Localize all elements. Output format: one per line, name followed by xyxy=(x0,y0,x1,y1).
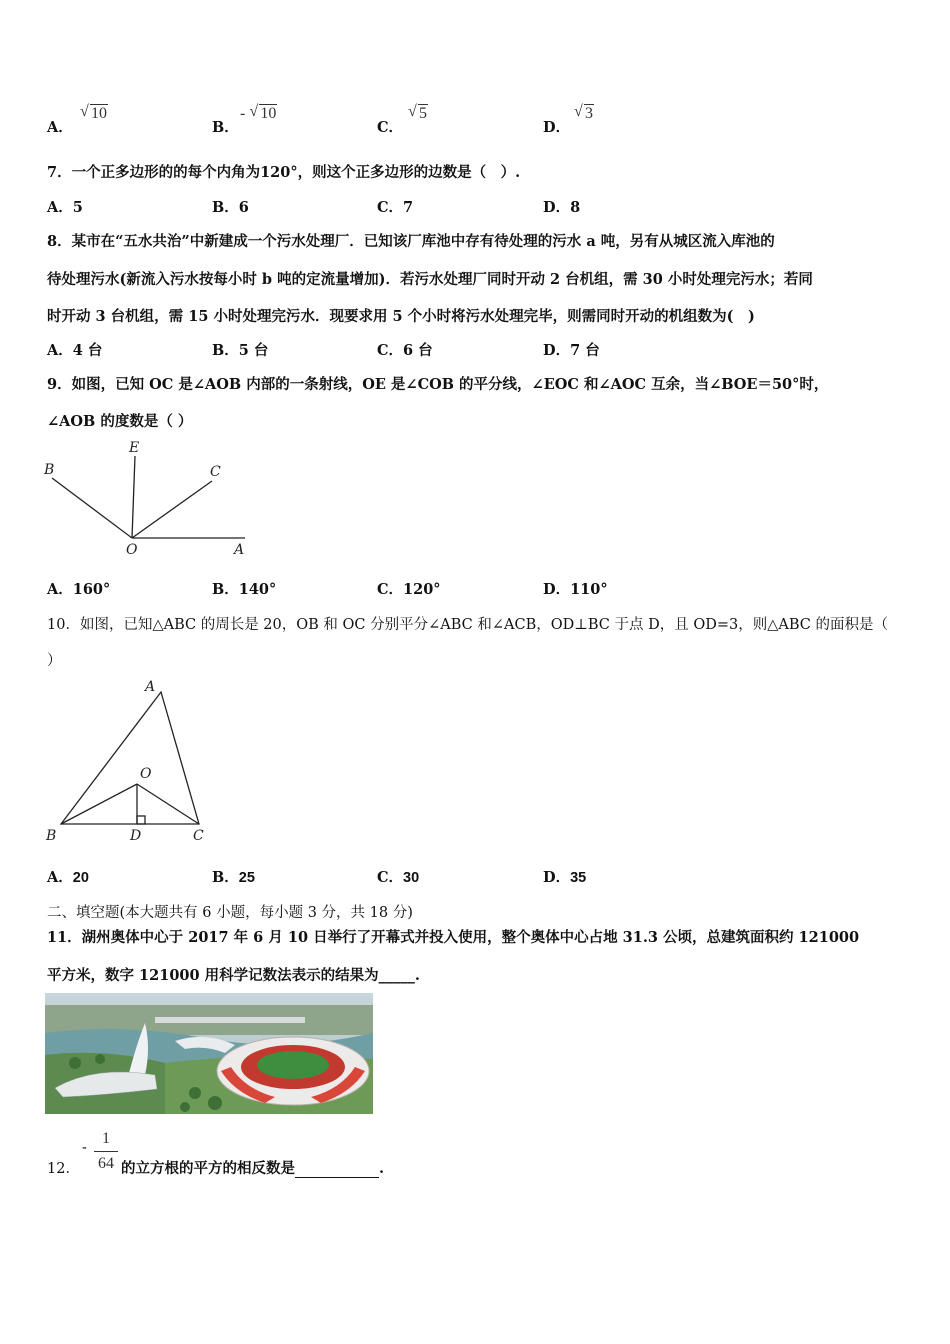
q9-label-e: E xyxy=(129,440,140,456)
q9-line-2: ∠AOB 的度数是（ ） xyxy=(47,413,193,430)
q8-line-1: 8．某市在“五水共治”中新建成一个污水处理厂．已知该厂库池中存有待处理的污水 a 吨，另有从城区流入库池的 xyxy=(47,233,775,250)
q8-option-d: D．7 台 xyxy=(543,342,600,359)
q8-option-c: C．6 台 xyxy=(377,342,433,359)
q12-denominator: 64 xyxy=(98,1155,114,1172)
q7-option-d: D．8 xyxy=(543,199,581,216)
q6-option-a: A． xyxy=(47,119,73,136)
q9-label-c: C xyxy=(210,464,221,480)
q10-line-2: ） xyxy=(47,653,62,669)
q6-option-d: D． xyxy=(543,119,571,136)
q6-option-b-radical: - √ 10 xyxy=(240,105,277,123)
q9-label-o: O xyxy=(126,542,138,558)
q10-label-a: A xyxy=(145,679,156,695)
q7-option-c: C．7 xyxy=(377,199,414,216)
q7-stem: 7．一个正多边形的的每个内角为120°，则这个正多边形的边数是（ ）. xyxy=(47,164,521,181)
q6-option-a-radical: √ 10 xyxy=(80,105,108,123)
q12-numerator: 1 xyxy=(102,1130,110,1147)
q10-option-a: A．20 xyxy=(47,869,89,886)
q12-negative-sign: - xyxy=(82,1140,87,1156)
q8-option-b: B．5 台 xyxy=(212,342,269,359)
section-2-title: 二、填空题(本大题共有 6 小题，每小题 3 分，共 18 分) xyxy=(47,905,413,921)
q10-line-1: 10．如图，已知△ABC 的周长是 20，OB 和 OC 分别平分∠ABC 和∠ACB，OD⊥BC 于点 D，且 OD=3，则△ABC 的面积是（ xyxy=(47,617,888,633)
q10-option-b: B．25 xyxy=(212,869,255,886)
q9-label-b: B xyxy=(44,462,55,478)
q9-option-b: B．140° xyxy=(212,581,277,598)
q10-option-c: C．30 xyxy=(377,869,420,886)
q10-option-d: D．35 xyxy=(543,869,587,886)
q8-line-3: 时开动 3 台机组，需 15 小时处理完污水．现要求用 5 个小时将污水处理完毕，则需同时开动的机组数为( ) xyxy=(47,308,755,325)
q9-option-c: C．120° xyxy=(377,581,441,598)
q11-line-1: 11．湖州奥体中心于 2017 年 6 月 10 日举行了开幕式并投入使用，整个奥体中心占地 31.3 公顷，总建筑面积约 121000 xyxy=(47,929,860,946)
q6-option-c: C． xyxy=(377,119,404,136)
q10-triangle-abc xyxy=(61,692,199,824)
q9-option-a: A．160° xyxy=(47,581,111,598)
q9-line-1: 9．如图，已知 OC 是∠AOB 内部的一条射线，OE 是∠COB 的平分线，∠EOC 和∠AOC 互余，当∠BOE＝50°时， xyxy=(47,376,829,393)
q10-label-o: O xyxy=(140,766,152,782)
q6-options xyxy=(0,100,950,140)
q10-segment-ob xyxy=(61,784,137,824)
q7-option-a: A．5 xyxy=(47,199,83,216)
q9-ray-oc xyxy=(132,481,212,538)
q10-right-angle-mark xyxy=(137,816,145,824)
q12-fraction-bar xyxy=(94,1151,118,1152)
q10-label-b: B xyxy=(46,828,57,844)
q9-ray-ob xyxy=(52,478,132,538)
q8-line-2: 待处理污水(新流入污水按每小时 b 吨的定流量增加)．若污水处理厂同时开动 2 台机组，需 30 小时处理完污水；若同 xyxy=(47,271,813,288)
q11-line-2: 平方米，数字 121000 用科学记数法表示的结果为_____. xyxy=(47,967,420,984)
q8-option-a: A．4 台 xyxy=(47,342,103,359)
q10-label-d: D xyxy=(130,828,142,844)
q10-figure xyxy=(40,676,220,848)
q11-stadium-photo xyxy=(45,993,373,1114)
q10-label-c: C xyxy=(193,828,204,844)
q12-fraction xyxy=(94,1129,118,1174)
q12-text: 的立方根的平方的相反数是 . xyxy=(121,1160,385,1177)
q9-ray-oe xyxy=(132,456,135,538)
q12-number: 12． xyxy=(47,1161,80,1177)
q9-figure xyxy=(40,436,260,561)
q6-option-c-radical: √ 5 xyxy=(408,105,428,123)
q6-option-b: B． xyxy=(212,119,239,136)
q12-answer-blank[interactable] xyxy=(295,1160,379,1178)
q6-option-d-radical: √ 3 xyxy=(574,105,594,123)
q9-label-a: A xyxy=(234,542,245,558)
q9-option-d: D．110° xyxy=(543,581,608,598)
q7-option-b: B．6 xyxy=(212,199,249,216)
